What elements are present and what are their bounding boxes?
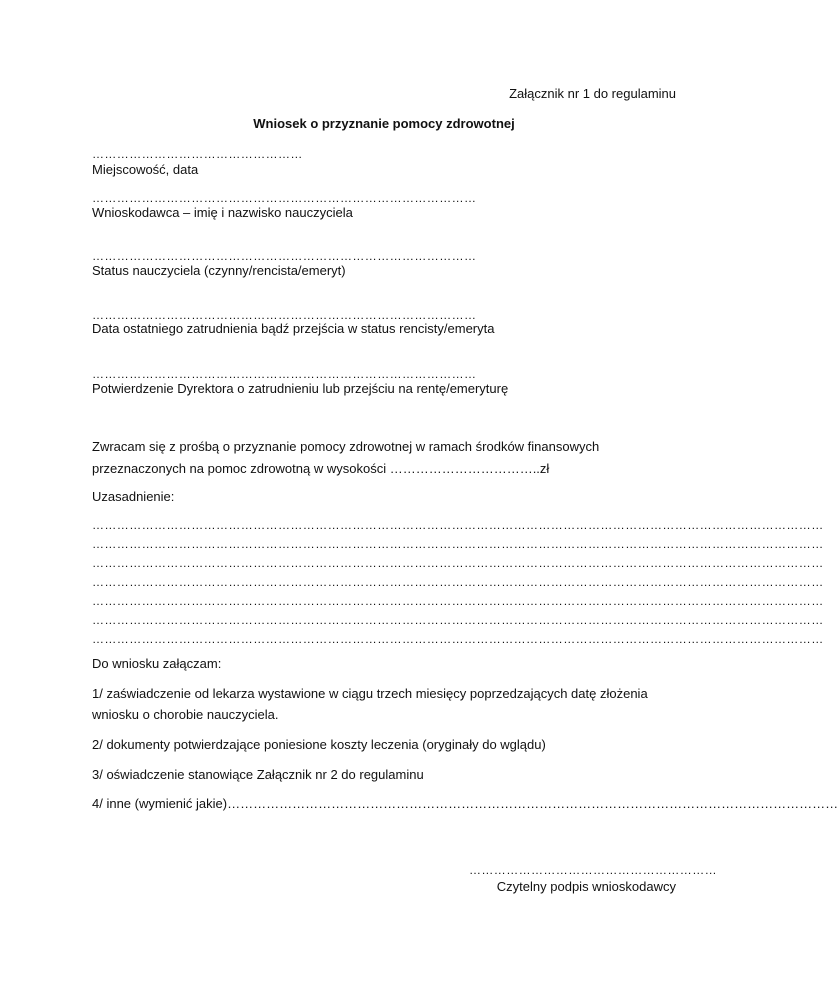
status-label: Status nauczyciela (czynny/rencista/emeryt) xyxy=(92,263,346,278)
applicant-dots: ………………………………………………………………………………… xyxy=(92,191,477,205)
attachments-label: Do wniosku załączam: xyxy=(92,656,222,671)
status-dots: ………………………………………………………………………………… xyxy=(92,249,477,263)
place-date-dots: …………………………………………… xyxy=(92,147,303,161)
document-title: Wniosek o przyznanie pomocy zdrowotnej xyxy=(253,116,515,131)
signature-dots: …………………………………………………… xyxy=(469,863,717,877)
place-date-label: Miejscowość, data xyxy=(92,162,199,177)
director-confirmation-label: Potwierdzenie Dyrektora o zatrudnieniu lub przejściu na rentę/emeryturę xyxy=(92,381,509,396)
director-confirmation-dots: ………………………………………………………………………………… xyxy=(92,367,477,381)
attachment-label: Załącznik nr 1 do regulaminu xyxy=(509,86,676,101)
request-line-1: Zwracam się z prośbą o przyznanie pomocy zdrowotnej w ramach środków finansowych xyxy=(92,439,600,454)
attachment-item-2: 2/ dokumenty potwierdzające poniesione koszty leczenia (oryginały do wglądu) xyxy=(92,737,546,752)
justification-line: …………………………………………………………………………………………………………………………………………………………… xyxy=(92,537,824,551)
justification-line: …………………………………………………………………………………………………………………………………………………………… xyxy=(92,575,824,589)
justification-line: …………………………………………………………………………………………………………………………………………………………… xyxy=(92,556,824,570)
applicant-label: Wnioskodawca – imię i nazwisko nauczyciela xyxy=(92,205,353,220)
signature-label: Czytelny podpis wnioskodawcy xyxy=(496,879,676,894)
employment-date-label: Data ostatniego zatrudnienia bądź przejścia w status rencisty/emeryta xyxy=(92,321,495,336)
attachment-item-3: 3/ oświadczenie stanowiące Załącznik nr 2 do regulaminu xyxy=(92,767,424,782)
justification-line: …………………………………………………………………………………………………………………………………………………………… xyxy=(92,632,824,646)
justification-label: Uzasadnienie: xyxy=(92,489,175,504)
justification-line: …………………………………………………………………………………………………………………………………………………………… xyxy=(92,613,824,627)
attachment-item-1-line-1: 1/ zaświadczenie od lekarza wystawione w ciągu trzech miesięcy poprzedzających datę złożenia xyxy=(92,686,648,701)
request-line-2: przeznaczonych na pomoc zdrowotną w wysokości ……………………………..zł xyxy=(92,461,550,476)
justification-line: …………………………………………………………………………………………………………………………………………………………… xyxy=(92,518,824,532)
employment-date-dots: ………………………………………………………………………………… xyxy=(92,308,477,322)
attachment-item-1-line-2: wniosku o chorobie nauczyciela. xyxy=(92,707,279,722)
attachment-item-4: 4/ inne (wymienić jakie)…………………………………………………………………………………………………………………………… xyxy=(92,796,838,811)
justification-line: …………………………………………………………………………………………………………………………………………………………… xyxy=(92,594,824,608)
